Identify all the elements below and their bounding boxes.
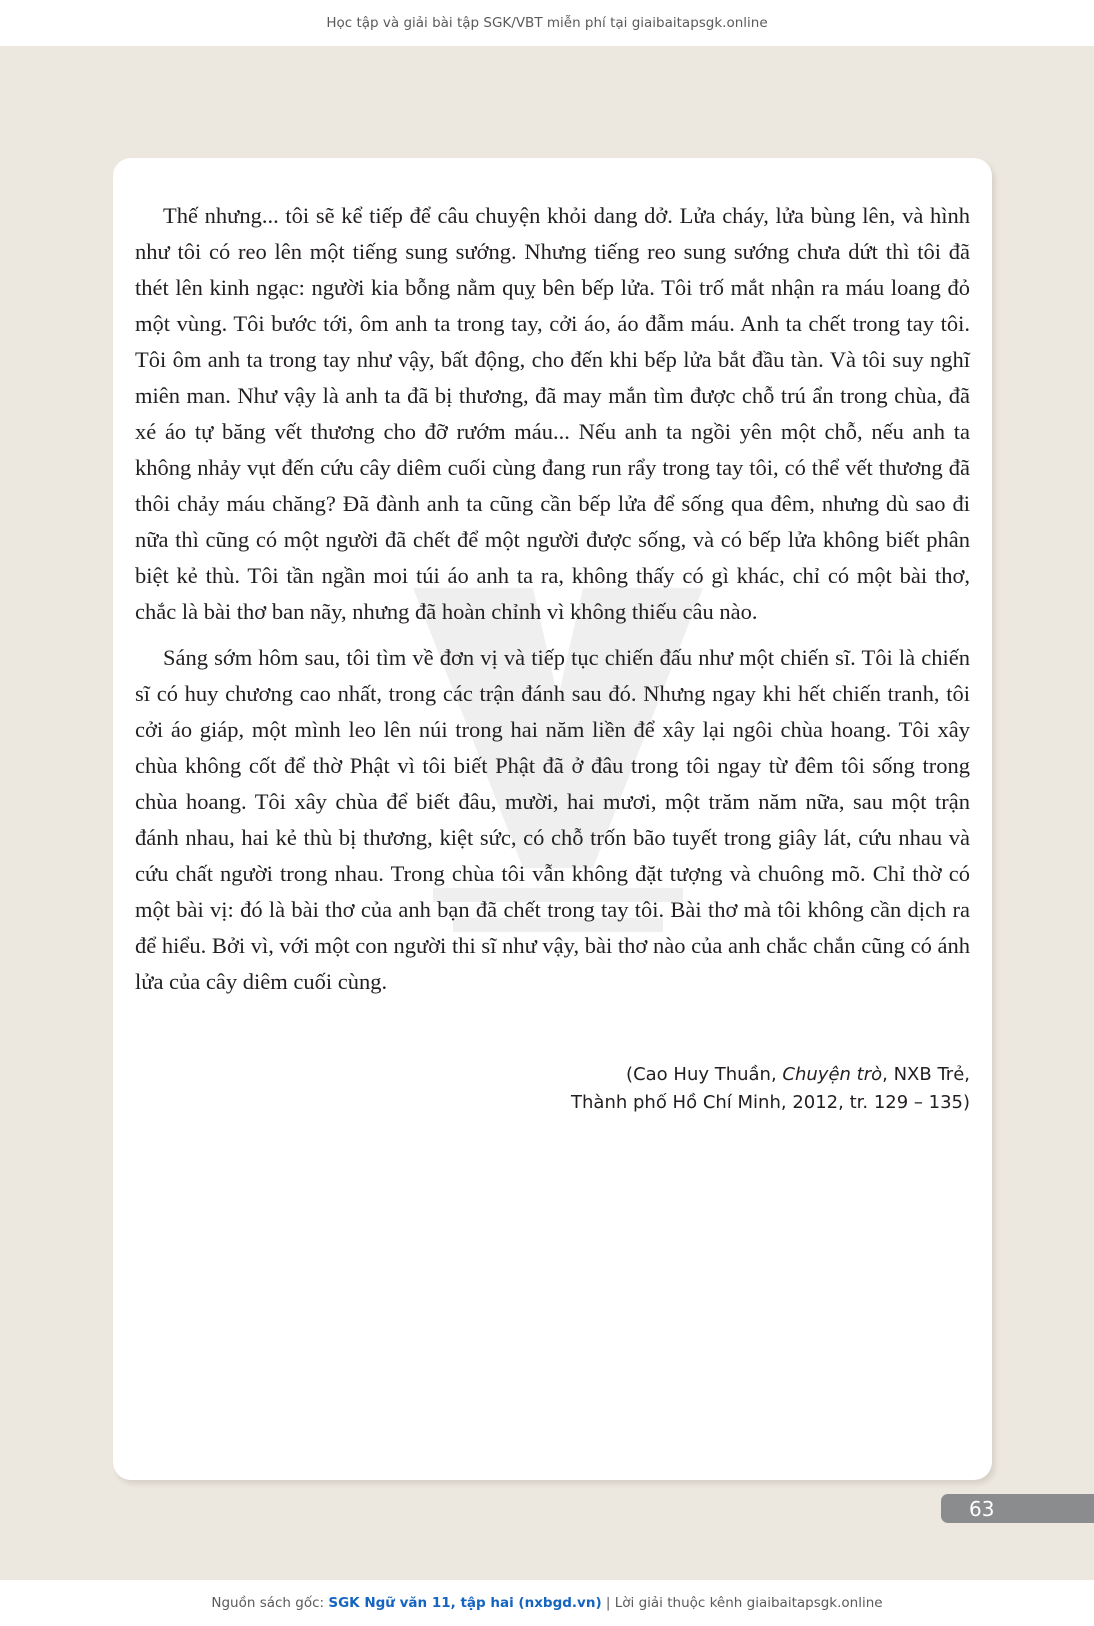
citation-line-2: Thành phố Hồ Chí Minh, 2012, tr. 129 – 135) (571, 1092, 970, 1113)
citation-book-title: Chuyện trò (782, 1064, 883, 1085)
text-card (113, 158, 992, 1480)
citation-line-1 (370, 1061, 970, 1089)
header-text: Học tập và giải bài tập SGK/VBT miễn phí tại giaibaitapsgk.online (326, 15, 768, 31)
book-page (0, 46, 1094, 1580)
source-citation (370, 1061, 970, 1117)
paragraph-1: Thế nhưng... tôi sẽ kể tiếp để câu chuyện khỏi dang dở. Lửa cháy, lửa bùng lên, và hình như tôi có reo lên một tiếng sung sướng. Nhưng tiếng reo sung sướng chưa dứt thì tôi đã thét lên kinh ngạc: người kia bỗng nằm quỵ bên bếp lửa. Tôi trố mắt nhận ra máu loang đỏ một vùng. Tôi bước tới, ôm anh ta trong tay, cởi áo, áo đẫm máu. Anh ta chết trong tay tôi. Tôi ôm anh ta trong tay như vậy, bất động, cho đến khi bếp lửa bắt đầu tàn. Và tôi suy nghĩ miên man. Như vậy là anh ta đã bị thương, đã may mắn tìm được chỗ trú ẩn trong chùa, đã xé áo tự băng vết thương cho đỡ rướm máu... Nếu anh ta ngồi yên một chỗ, nếu anh ta không nhảy vụt đến cứu cây diêm cuối cùng đang run rẩy trong tay tôi, có thể vết thương đã thôi chảy máu chăng? Đã đành anh ta cũng cần bếp lửa để sống qua đêm, nhưng dù sao đi nữa thì cũng có một người đã chết để một người được sống, và có bếp lửa không biết phân biệt kẻ thù. Tôi tần ngần moi túi áo anh ta ra, không thấy có gì khác, chỉ có một bài thơ, chắc là bài thơ ban nãy, nhưng đã hoàn chỉnh vì không thiếu câu nào. (135, 203, 970, 624)
citation-prefix: (Cao Huy Thuần, (626, 1064, 783, 1085)
citation-suffix: , NXB Trẻ, (882, 1064, 970, 1085)
bottom-footer (0, 1580, 1094, 1626)
footer-source-book-link[interactable]: SGK Ngữ văn 11, tập hai (nxbgd.vn) (328, 1595, 602, 1611)
paragraph-2: Sáng sớm hôm sau, tôi tìm về đơn vị và tiếp tục chiến đấu như một chiến sĩ. Tôi là chiến sĩ có huy chương cao nhất, trong các trận đánh sau đó. Nhưng ngay khi hết chiến tranh, tôi cởi áo giáp, một mình leo lên núi trong hai năm liền để xây lại ngôi chùa hoang. Tôi xây chùa không cốt để thờ Phật vì tôi biết Phật đã ở đâu trong tôi ngay từ đêm tôi sống trong chùa hoang. Tôi xây chùa để biết đâu, mười, hai mươi, một trăm năm nữa, sau một trận đánh nhau, hai kẻ thù bị thương, kiệt sức, có chỗ trốn bão tuyết trong giây lát, cứu nhau và cứu chất người trong nhau. Trong chùa tôi vẫn không đặt tượng và chuông mõ. Chỉ thờ có một bài vị: đó là bài thơ của anh bạn đã chết trong tay tôi. Bài thơ mà tôi không cần dịch ra để hiểu. Bởi vì, với một con người thi sĩ như vậy, bài thơ nào của anh chắc chắn cũng có ánh lửa của cây diêm cuối cùng. (135, 645, 970, 994)
page-number-tab (941, 1494, 1094, 1523)
top-header (0, 0, 1094, 46)
page-number: 63 (969, 1496, 995, 1521)
footer-prefix: Nguồn sách gốc: (211, 1595, 329, 1611)
footer-suffix: | Lời giải thuộc kênh giaibaitapsgk.online (601, 1595, 883, 1611)
article-body (135, 198, 970, 1000)
